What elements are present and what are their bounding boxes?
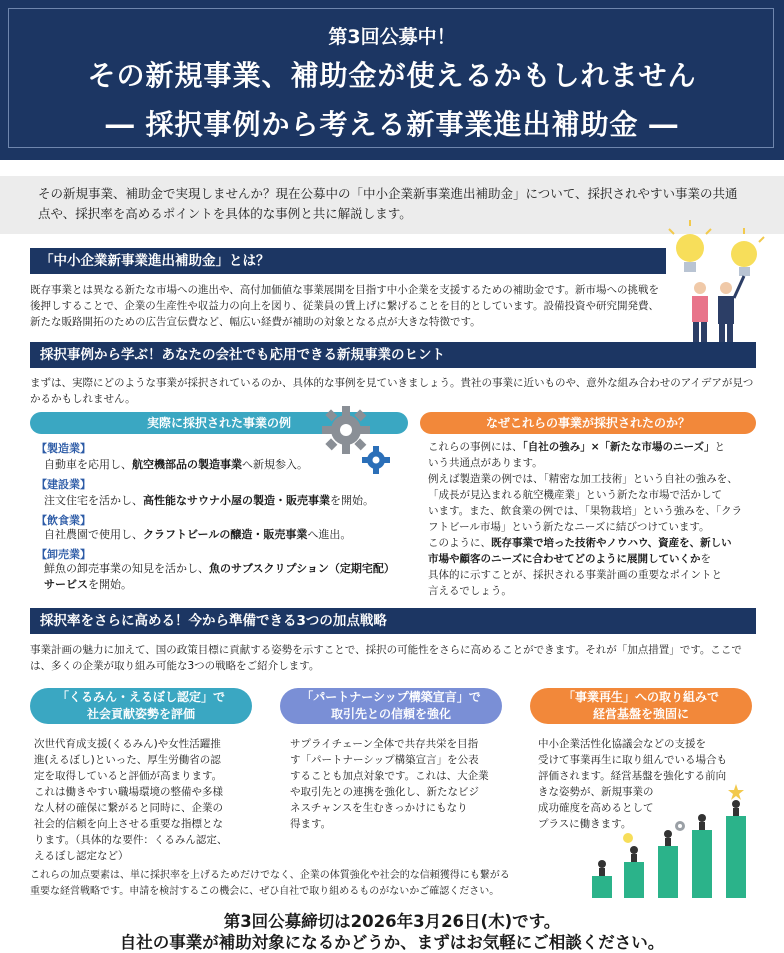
- strategy-card-kurumin: 「くるみん・えるぼし認定」で 社会貢献姿勢を評価: [30, 688, 252, 724]
- reasons-pill: なぜこれらの事業が採択されたのか？: [420, 412, 756, 434]
- lightbulb-icon: [669, 220, 711, 272]
- page-title: その新規事業、補助金が使えるかもしれません: [87, 59, 697, 92]
- example-category-food: 【飲食業】: [36, 514, 91, 527]
- business-people-illustration: [662, 218, 780, 360]
- example-wholesale-cont: サービスを開始。: [44, 578, 132, 591]
- header-banner: [0, 0, 784, 160]
- example-manufacturing: 自動車を応用し、航空機部品の製造事業へ新規参入。: [44, 458, 308, 471]
- section2-body: まずは、実際にどのような事業が採択されているのか、具体的な事例を見ていきましょう。貴社の事業に近いものや、意外な組み合わせのアイデアが見つかるかもしれません。: [30, 377, 754, 405]
- example-category-manufacturing: 【製造業】: [36, 442, 91, 455]
- example-wholesale: 鮮魚の卸売事業の知見を活かし、魚のサブスクリプション（定期宅配）: [44, 562, 395, 575]
- consultation-cta: 自社の事業が補助対象になるかどうか、まずはお気軽にご相談ください。: [119, 933, 665, 952]
- strategy-partnership-text: サプライチェーン全体で共存共栄を目指 す「パートナーシップ構築宣言」を公表 することも加点対象です。これは、大企業 や取引先との連携を強化し、新たなビジ ネスチャンスを生むきっかけにもなり 得ます。: [290, 738, 489, 830]
- examples-pill: 実際に採択された事業の例: [30, 412, 408, 434]
- growth-stairs-illustration: [588, 782, 758, 900]
- star-icon: [728, 784, 744, 800]
- gear-icon: [318, 402, 394, 478]
- lightbulb-icon: [731, 228, 764, 276]
- strategy-card-partnership: 「パートナーシップ構築宣言」で 取引先との信頼を強化: [280, 688, 502, 724]
- lightbulb-icon: [623, 833, 633, 843]
- example-category-wholesale: 【卸売業】: [36, 548, 91, 561]
- section3-body: 事業計画の魅力に加えて、国の政策目標に貢献する姿勢を示すことで、採択の可能性をさらに高めることができます。それが「加点措置」です。ここでは、多くの企業が取り組み可能な3つの戦略をご紹介します。: [30, 644, 742, 672]
- section1-heading: 「中小企業新事業進出補助金」とは？: [30, 248, 666, 274]
- deadline-notice: 第3回公募締切は2026年3月26日(木)です。: [223, 912, 561, 931]
- section2-heading: 採択事例から学ぶ！あなたの会社でも応用できる新規事業のヒント: [30, 342, 756, 368]
- example-category-construction: 【建設業】: [36, 478, 91, 491]
- section3-heading: 採択率をさらに高める！今から準備できる3つの加点戦略: [30, 608, 756, 634]
- example-construction: 注文住宅を活かし、高性能なサウナ小屋の製造・販売事業を開始。: [44, 494, 374, 507]
- strategy-revival-text: 中小企業活性化協議会などの支援を 受けて事業再生に取り組んでいる場合も 評価されます。経営基盤を強化する前向 きな姿勢が、新規事業の 成功確度を高めるとして プラスに働きます。: [538, 738, 727, 830]
- header-kicker: 第3回公募中！: [328, 26, 456, 48]
- reasons-text: これらの事例には、「自社の強み」×「新たな市場のニーズ」と いう共通点があります。 例えば製造業の例では、「精密な加工技術」という自社の強みを、 「成長が見込まれる航空機産業」という新たな市場で活かして います。また、飲食業の例では、「果物栽培」という強みを、「クラ フトビール市場」という新たなニーズに結びつけています。 このように、既存事業で培った技術やノウハウ、資産を、新しい 市場や顧客のニーズに合わせてどのように展開していくかを 具体的に示すことが、採択される事業計画の重要なポイントと 言えるでしょう。: [428, 441, 743, 597]
- section1-body: 既存事業とは異なる新たな市場への進出や、高付加価値な事業展開を目指す中小企業を支援するための補助金です。新市場への挑戦を後押しすることで、企業の生産性や収益力の向上を図り、従業員の賃上げに繋げることを目的としています。設備投資や研究開発費、新たな販路開拓のための広告宣伝費など、幅広い経費が補助の対象となる点が大きな特徴です。: [30, 284, 659, 328]
- example-food: 自社農園で使用し、クラフトビールの醸造・販売事業へ進出。: [44, 528, 352, 541]
- intro-text: その新規事業、補助金で実現しませんか？現在公募中の「中小企業新事業進出補助金」について、採択されやすい事業の共通点や、採択率を高めるポイントを具体的な事例と共に解説します。: [38, 186, 738, 221]
- strategy-kurumin-text: 次世代育成支援(くるみん)や女性活躍推 進(えるぼし)といった、厚生労働省の認 定を取得していると評価が高まります。 これは働きやすい職場環境の整備や多様 な人材の確保に繋がると同時に、企業の 社会的信頼を向上させる重要な指標とな ります。（具体的な要件：くるみん認定、 えるぼし認定など）: [34, 738, 228, 862]
- section3-closing: これらの加点要素は、単に採択率を上げるためだけでなく、企業の体質強化や社会的な信頼獲得にも繋がる 重要な経営戦略です。申請を検討するこの機会に、ぜひ自社で取り組めるものがないかご確認ください。: [30, 870, 510, 897]
- gear-icon: [675, 821, 685, 831]
- page-subtitle: ― 採択事例から考える新事業進出補助金 ―: [105, 108, 679, 141]
- strategy-card-revival: 「事業再生」への取り組みで 経営基盤を強固に: [530, 688, 752, 724]
